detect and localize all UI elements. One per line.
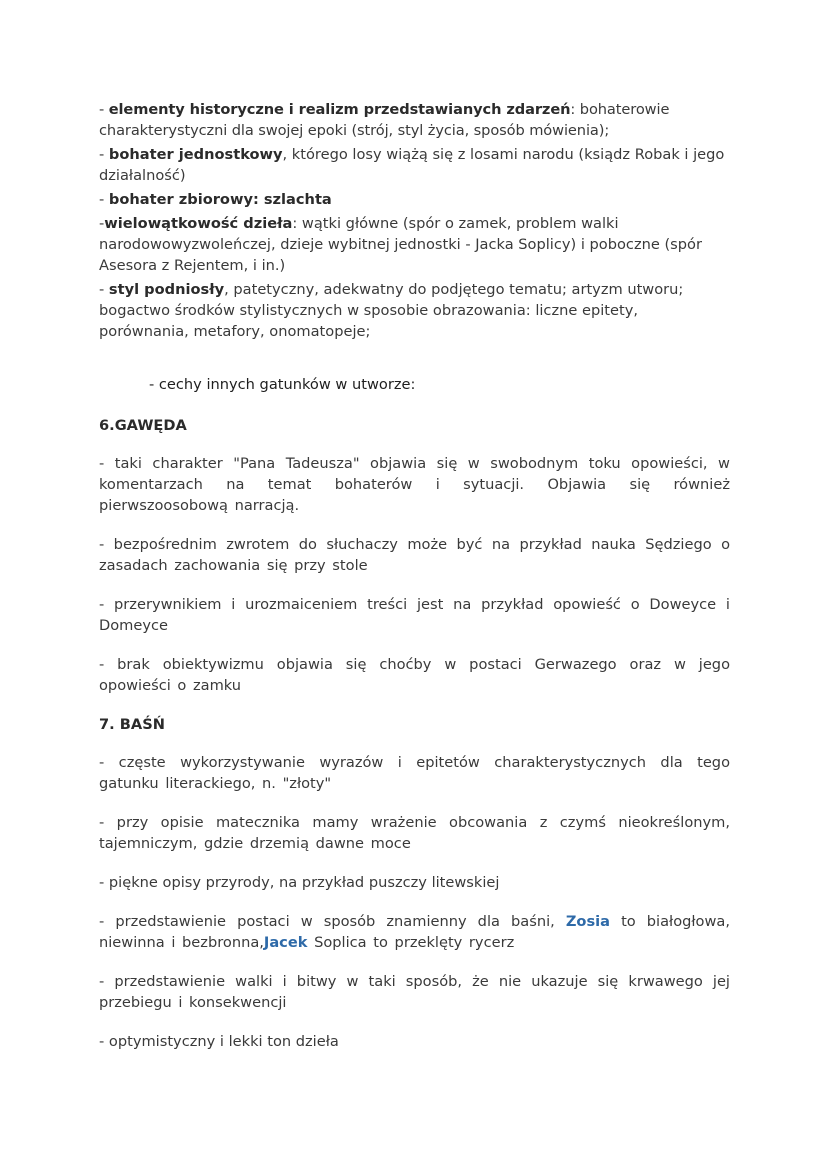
bold-term: elementy historyczne i realizm przedstawianych zdarzeń	[108, 101, 571, 118]
bold-term: styl podniosły	[108, 281, 225, 298]
item-text: : wątki główne (spór o zamek, problem walki narodowowyzwoleńczej, dzieje wybitnej jednostki - Jacka Soplicy) i poboczne (spór Asesora z Rejentem, i in.)	[99, 215, 702, 274]
intro-item-individual-hero	[99, 144, 730, 186]
section-7-point: - optymistyczny i lekki ton dzieła	[99, 1033, 339, 1050]
dash: -	[99, 215, 105, 232]
highlighted-name-zosia: Zosia	[565, 913, 610, 930]
section-6-point: - bezpośrednim zwrotem do słuchaczy może być na przykład nauka Sędziego o zasadach zachowania się przy stole	[99, 536, 730, 574]
section-7-title: 7. BAŚŃ	[99, 716, 165, 733]
document-page	[99, 99, 730, 1070]
item-text: , patetyczny, adekwatny do podjętego tematu; artyzm utworu; bogactwo środków stylistycznych w sposobie obrazowania: liczne epitety, porównania, metafory, onomatopeje;	[99, 281, 684, 340]
section-7-point: - przedstawienie walki i bitwy w taki sposób, że nie ukazuje się krwawego jej przebiegu i konsekwencji	[99, 973, 730, 1011]
highlighted-name-jacek: Jacek	[263, 934, 308, 951]
section-6-title: 6.GAWĘDA	[99, 417, 187, 434]
section-7-point: - przy opisie matecznika mamy wrażenie obcowania z czymś nieokreślonym, tajemniczym, gdzie drzemią dawne moce	[99, 814, 730, 852]
point-text: to białogłowa, niewinna i bezbronna,	[99, 913, 730, 951]
subheading-other-genres: - cechy innych gatunków w utworze:	[149, 376, 416, 393]
bold-term: bohater jednostkowy	[108, 146, 283, 163]
dash: -	[99, 101, 109, 118]
section-7-point-characters	[99, 911, 730, 953]
bold-term: bohater zbiorowy: szlachta	[108, 191, 332, 208]
intro-item-multithread	[99, 213, 730, 276]
dash: -	[99, 281, 109, 298]
dash: -	[99, 191, 109, 208]
item-text: : bohaterowie charakterystyczni dla swojej epoki (strój, styl życia, sposób mówienia);	[99, 101, 670, 139]
intro-item-historical	[99, 99, 730, 141]
section-6-point: - taki charakter "Pana Tadeusza" objawia się w swobodnym toku opowieści, w komentarzach na temat bohaterów i sytuacji. Objawia się również pierwszoosobową narracją.	[99, 455, 730, 514]
item-text: , którego losy wiążą się z losami narodu (ksiądz Robak i jego działalność)	[99, 146, 725, 184]
point-text: Soplica to przeklęty rycerz	[307, 934, 515, 951]
bold-term: wielowątkowość dzieła	[104, 215, 293, 232]
intro-item-collective-hero	[99, 189, 730, 210]
point-text: - przedstawienie postaci w sposób znamienny dla baśni,	[99, 913, 566, 930]
section-7-point: - częste wykorzystywanie wyrazów i epitetów charakterystycznych dla tego gatunku literackiego, n. "złoty"	[99, 754, 730, 792]
section-6-point: - przerywnikiem i urozmaiceniem treści jest na przykład opowieść o Doweyce i Domeyce	[99, 596, 730, 634]
section-6-point: - brak obiektywizmu objawia się choćby w postaci Gerwazego oraz w jego opowieści o zamku	[99, 656, 730, 694]
dash: -	[99, 146, 109, 163]
intro-item-style	[99, 279, 730, 342]
section-7-point: - piękne opisy przyrody, na przykład puszczy litewskiej	[99, 874, 500, 891]
